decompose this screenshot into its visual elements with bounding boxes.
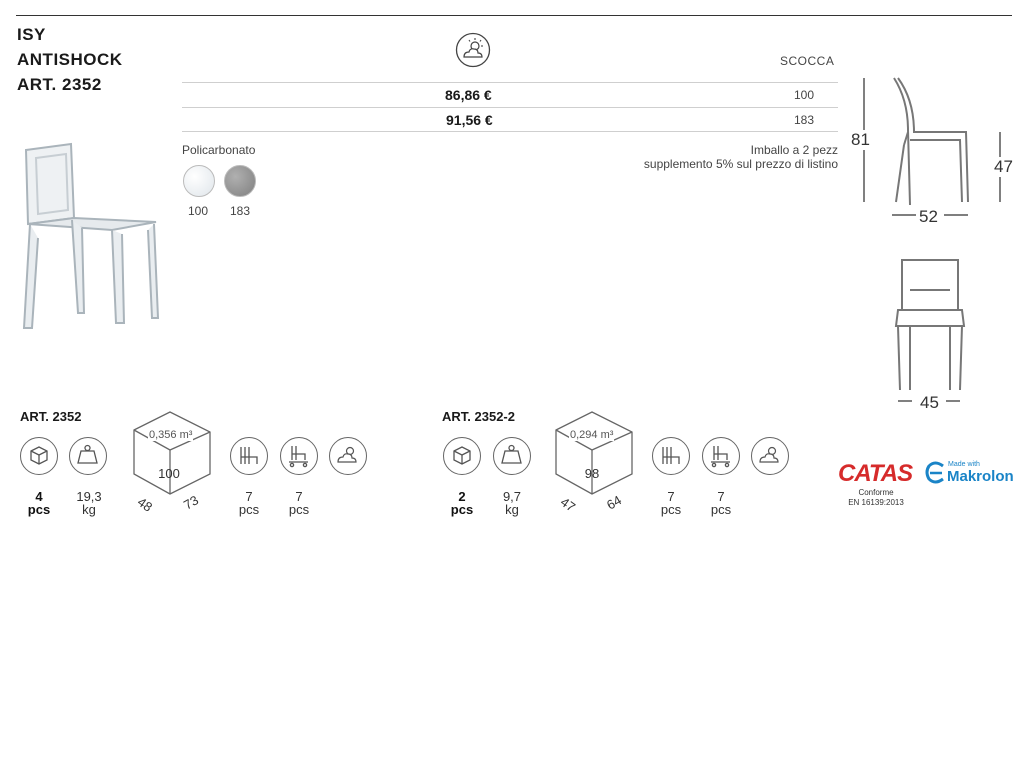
column-label-scocca: SCOCCA [780, 54, 835, 68]
makrolon-logo: Makrolon [947, 468, 1014, 485]
pack-2-trolley: 7 [717, 489, 725, 504]
outdoor-weather-icon [455, 32, 491, 73]
pack-1-box-height: 100 [158, 466, 180, 481]
box-icon [443, 437, 481, 475]
packaging-note: Imballo a 2 pezz [750, 143, 838, 157]
pack-2-art: ART. 2352-2 [442, 409, 515, 424]
price-row-2: 91,56 € [446, 112, 493, 128]
product-title [17, 22, 123, 97]
table-rule [182, 82, 838, 83]
pack-2-weight: 9,7 [502, 489, 522, 504]
pack-2-stack-unit: pcs [660, 502, 682, 517]
pack-2-trolley-unit: pcs [710, 502, 732, 517]
pack-2-stack: 7 [667, 489, 675, 504]
dim-depth: 52 [919, 207, 938, 226]
makrolon-logo-mark [925, 460, 947, 491]
surcharge-note [600, 157, 838, 171]
code-row-1: 100 [794, 88, 815, 102]
pack-2-box-depth: 64 [603, 492, 625, 513]
dim-seat-height: 47 [994, 157, 1013, 176]
pack-1-trolley-unit: pcs [288, 502, 310, 517]
swatch-183[interactable] [224, 165, 256, 197]
pack-1-qty-unit: pcs [27, 502, 51, 517]
catas-note-2: EN 16139:2013 [848, 498, 904, 507]
stack-icon [652, 437, 690, 475]
swatch-code-183: 183 [230, 204, 251, 218]
pack-2-qty-unit: pcs [450, 502, 474, 517]
stack-icon [230, 437, 268, 475]
outdoor-weather-icon [751, 437, 789, 475]
pack-1-weight: 19,3 [76, 489, 102, 504]
material-label: Policarbonato [182, 143, 256, 157]
weight-icon [493, 437, 531, 475]
price-row-1: 86,86 € [445, 87, 492, 103]
table-rule [182, 107, 838, 108]
outdoor-weather-icon [329, 437, 367, 475]
pack-2-box-height: 98 [584, 466, 600, 481]
top-rule [16, 15, 1012, 16]
pack-1-trolley: 7 [295, 489, 303, 504]
pack-1-stack-unit: pcs [238, 502, 260, 517]
pack-1-volume: 0,356 m³ [149, 429, 193, 441]
side-view-drawing [848, 70, 1024, 230]
pack-1-stack: 7 [245, 489, 253, 504]
pack-2-qty: 2 [458, 489, 466, 504]
surcharge-text: supplemento 5% sul prezzo di listino [643, 157, 838, 171]
table-rule [182, 131, 838, 132]
pack-2-volume: 0,294 m³ [570, 429, 614, 441]
title-line-3: ART. 2352 [17, 75, 102, 94]
dim-width: 45 [920, 393, 939, 412]
catas-logo: CATAS [838, 460, 913, 487]
title-line-1: ISY [17, 25, 46, 44]
box-icon [20, 437, 58, 475]
weight-icon [69, 437, 107, 475]
trolley-icon [280, 437, 318, 475]
dim-height: 81 [851, 130, 870, 149]
chair-photo [16, 138, 166, 338]
catas-note-1: Conforme [858, 488, 894, 497]
makrolon-made-with: Made with [948, 461, 980, 468]
swatch-100[interactable] [183, 165, 215, 197]
pack-1-box-depth: 73 [180, 492, 202, 513]
code-row-2: 183 [794, 113, 815, 127]
pack-1-box-width: 48 [134, 494, 156, 515]
pack-2-weight-unit: kg [505, 502, 519, 517]
pack-1-art: ART. 2352 [20, 409, 82, 424]
title-line-2: ANTISHOCK [17, 50, 123, 69]
front-view-drawing [880, 250, 980, 415]
pack-2-box-width: 47 [557, 494, 579, 515]
trolley-icon [702, 437, 740, 475]
pack-1-weight-unit: kg [82, 502, 96, 517]
pack-1-qty: 4 [35, 489, 43, 504]
swatch-code-100: 100 [188, 204, 209, 218]
